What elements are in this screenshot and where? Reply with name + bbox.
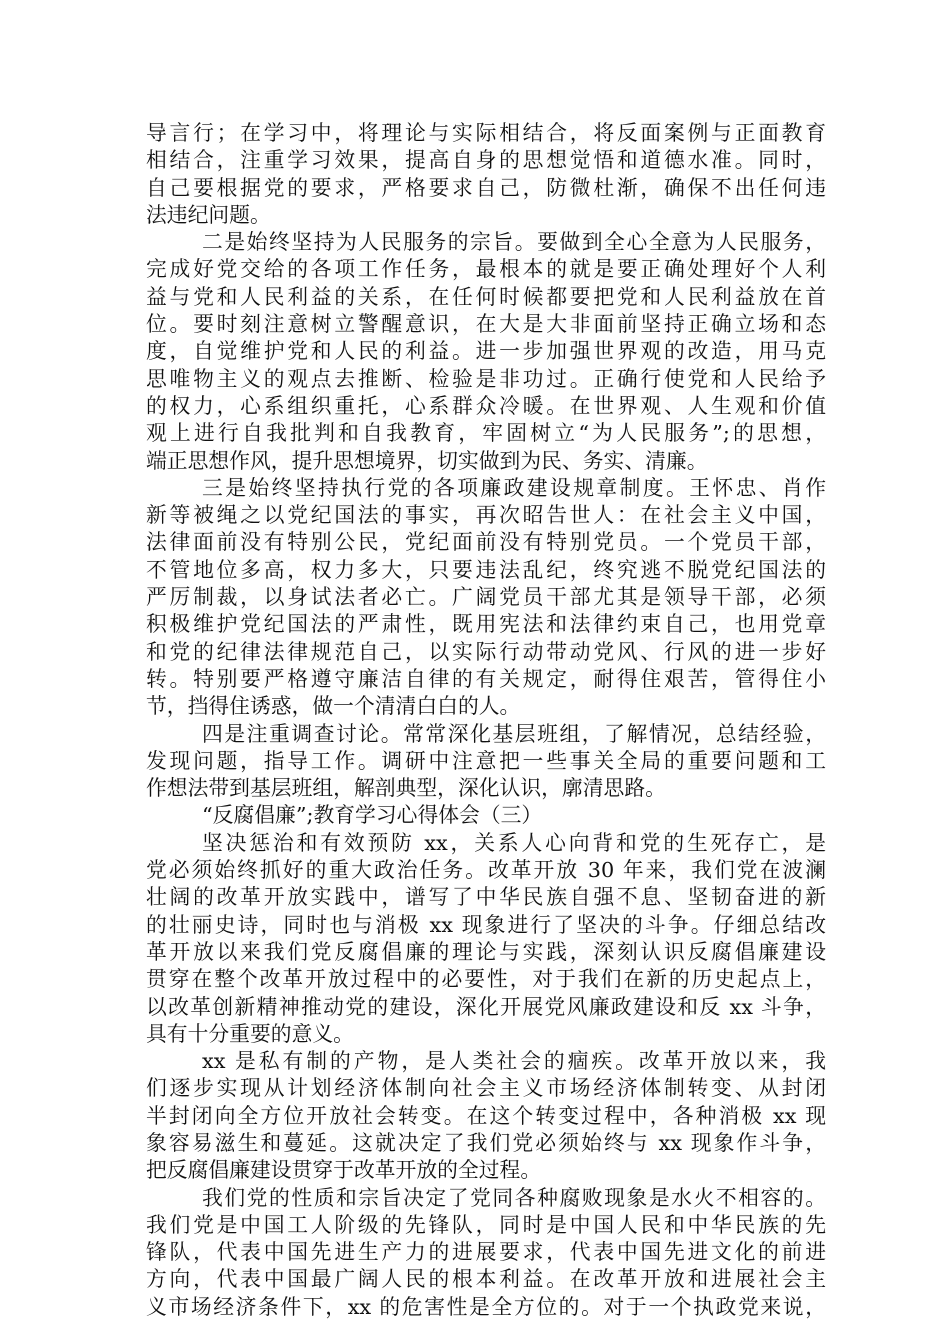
text-line: “反腐倡廉”;教育学习心得体会（三） — [202, 803, 543, 828]
text-line: 二是始终坚持为人民服务的宗旨。要做到全心全意为人民服务， — [202, 230, 826, 255]
text-line: 思唯物主义的观点去推断、检验是非功过。正确行使党和人民给予 — [146, 366, 826, 391]
text-line: 坚决惩治和有效预防 xx，关系人心向背和党的生死存亡，是 — [202, 830, 826, 855]
text-line: 相结合，注重学习效果，提高自身的思想觉悟和道德水准。同时， — [146, 148, 826, 173]
text-line: 三是始终坚持执行党的各项廉政建设规章制度。王怀忠、肖作 — [202, 475, 826, 500]
text-line: 象容易滋生和蔓延。这就决定了我们党必须始终与 xx 现象作斗争， — [146, 1130, 826, 1155]
text-line: 益与党和人民利益的关系，在任何时候都要把党和人民利益放在首 — [146, 284, 826, 309]
text-line: 转。特别要严格遵守廉洁自律的有关规定，耐得住艰苦，管得住小 — [146, 666, 826, 691]
text-line: 作想法带到基层班组，解剖典型，深化认识，廓清思路。 — [146, 776, 666, 801]
text-line: 新等被绳之以党纪国法的事实，再次昭告世人：在社会主义中国， — [146, 503, 826, 528]
text-line: 贯穿在整个改革开放过程中的必要性，对于我们在新的历史起点上， — [146, 967, 826, 992]
text-line: 发现问题，指导工作。调研中注意把一些事关全局的重要问题和工 — [146, 748, 826, 773]
text-line: 度，自觉维护党和人民的利益。进一步加强世界观的改造，用马克 — [146, 339, 826, 364]
text-line: 法律面前没有特别公民，党纪面前没有特别党员。一个党员干部， — [146, 530, 826, 555]
text-line: 以改革创新精神推动党的建设，深化开展党风廉政建设和反 xx 斗争， — [146, 994, 826, 1019]
text-line: 半封闭向全方位开放社会转变。在这个转变过程中，各种消极 xx 现 — [146, 1103, 826, 1128]
text-line: 方向，代表中国最广阔人民的根本利益。在改革开放和进展社会主 — [146, 1267, 826, 1292]
text-line: 党必须始终抓好的重大政治任务。改革开放 30 年来，我们党在波澜 — [146, 858, 826, 883]
text-line: 积极维护党纪国法的严肃性，既用宪法和法律约束自己，也用党章 — [146, 612, 826, 637]
text-line: 完成好党交给的各项工作任务，最根本的就是要正确处理好个人利 — [146, 257, 826, 282]
text-line: 锋队，代表中国先进生产力的进展要求，代表中国先进文化的前进 — [146, 1240, 826, 1265]
text-line: 的权力，心系组织重托，心系群众冷暖。在世界观、人生观和价值 — [146, 393, 826, 418]
text-line: 我们党的性质和宗旨决定了党同各种腐败现象是水火不相容的。 — [202, 1185, 826, 1210]
text-line: 我们党是中国工人阶级的先锋队，同时是中国人民和中华民族的先 — [146, 1212, 826, 1237]
text-line: 法违纪问题。 — [146, 202, 271, 227]
text-line: 和党的纪律法律规范自己，以实际行动带动党风、行风的进一步好 — [146, 639, 826, 664]
text-line: 自己要根据党的要求，严格要求自己，防微杜渐，确保不出任何违 — [146, 175, 826, 200]
text-line: 节，挡得住诱惑，做一个清清白白的人。 — [146, 694, 521, 719]
document-body — [146, 120, 826, 1321]
text-line: 们逐步实现从计划经济体制向社会主义市场经济体制转变、从封闭 — [146, 1076, 826, 1101]
text-line: 四是注重调查讨论。常常深化基层班组，了解情况，总结经验， — [202, 721, 826, 746]
text-line: 导言行；在学习中，将理论与实际相结合，将反面案例与正面教育 — [146, 121, 826, 145]
text-line: xx 是私有制的产物，是人类社会的痼疾。改革开放以来，我 — [202, 1049, 826, 1074]
text-line: 严厉制裁，以身试法者必亡。广阔党员干部尤其是领导干部，必须 — [146, 585, 826, 610]
text-line: 端正思想作风，提升思想境界，切实做到为民、务实、清廉。 — [146, 448, 708, 473]
text-line: 具有十分重要的意义。 — [146, 1021, 354, 1046]
text-line: 革开放以来我们党反腐倡廉的理论与实践，深刻认识反腐倡廉建设 — [146, 939, 826, 964]
text-line: 位。要时刻注意树立警醒意识，在大是大非面前坚持正确立场和态 — [146, 312, 826, 337]
text-line: 把反腐倡廉建设贯穿于改革开放的全过程。 — [146, 1158, 542, 1183]
text-line: 不管地位多高，权力多大，只要违法乱纪，终究逃不脱党纪国法的 — [146, 557, 826, 582]
text-line: 的壮丽史诗，同时也与消极 xx 现象进行了坚决的斗争。仔细总结改 — [146, 912, 826, 937]
text-line: 壮阔的改革开放实践中，谱写了中华民族自强不息、坚韧奋进的新 — [146, 885, 826, 910]
text-line: 观上进行自我批判和自我教育，牢固树立“为人民服务”;的思想， — [146, 421, 826, 446]
text-line: 义市场经济条件下，xx 的危害性是全方位的。对于一个执政党来说， — [146, 1294, 826, 1319]
